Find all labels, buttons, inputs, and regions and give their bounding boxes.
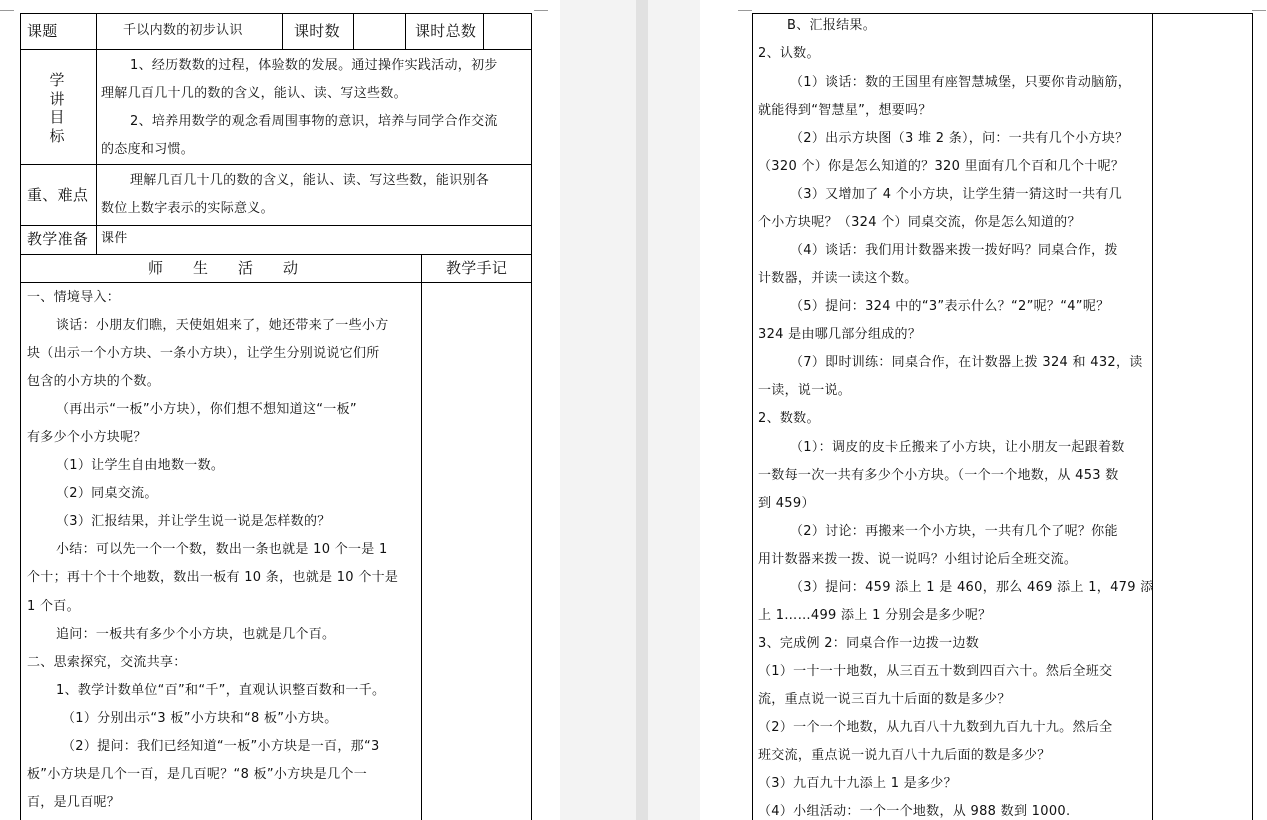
body-line: 计数器，并读一读这个数。 bbox=[758, 271, 918, 286]
body-line: 就能得到“智慧星”，想要吗？ bbox=[758, 103, 932, 118]
page-separator bbox=[636, 0, 648, 820]
goal-text-line: 1、经历数数的过程，体验数的发展。通过操作实践活动，初步 bbox=[130, 58, 498, 73]
table-border bbox=[421, 254, 422, 820]
crop-mark bbox=[534, 10, 548, 11]
body-line: 一读，说一说。 bbox=[758, 383, 852, 398]
body-line: 到 459） bbox=[758, 496, 815, 511]
body-line: 包含的小方块的个数。 bbox=[27, 374, 161, 389]
preparation-value: 课件 bbox=[101, 231, 128, 246]
body-line: （320 个）你是怎么知道的？320 里面有几个百和几个十呢？ bbox=[758, 159, 1125, 174]
body-line: （3）又增加了 4 个小方块，让学生猜一猜这时一共有几 bbox=[790, 187, 1122, 202]
goals-label-char: 标 bbox=[49, 127, 65, 145]
body-line: 个十；再十个十个地数，数出一板有 10 条，也就是 10 个十是 bbox=[27, 570, 399, 585]
table-border bbox=[752, 13, 1252, 14]
total-hours-label: 课时总数 bbox=[415, 22, 477, 40]
table-border bbox=[483, 13, 484, 49]
document-page-right bbox=[700, 0, 1267, 820]
body-line: 个小方块呢？（324 个）同桌交流，你是怎么知道的？ bbox=[758, 215, 1081, 230]
body-line: 3、完成例 2：同桌合作一边拨一边数 bbox=[758, 636, 980, 651]
crop-mark bbox=[1252, 10, 1266, 11]
body-line: B、汇报结果。 bbox=[787, 18, 877, 33]
body-line: 2、数数。 bbox=[758, 411, 820, 426]
table-border bbox=[282, 13, 283, 49]
body-line: （5）提问：324 中的“3”表示什么？“2”呢？“4”呢？ bbox=[790, 299, 1110, 314]
page-gutter bbox=[560, 0, 700, 820]
body-line: （7）即时训练：同桌合作，在计数器上拨 324 和 432，读 bbox=[790, 355, 1143, 370]
table-border bbox=[1252, 13, 1253, 820]
body-line: 板”小方块是几个一百，是几百呢？“8 板”小方块是几个一 bbox=[27, 767, 368, 782]
preparation-label: 教学准备 bbox=[27, 230, 89, 248]
keypoints-text-line: 理解几百几十几的数的含义，能认、读、写这些数，能识别各 bbox=[130, 173, 490, 188]
body-line: 用计数器来拨一拨、说一说吗？小组讨论后全班交流。 bbox=[758, 552, 1078, 567]
goals-label-char: 学 bbox=[49, 71, 65, 89]
body-line: （1）谈话：数的王国里有座智慧城堡，只要你肯动脑筋， bbox=[790, 75, 1132, 90]
body-line: 谈话：小朋友们瞧，天使姐姐来了，她还带来了一些小方 bbox=[56, 318, 389, 333]
goals-label-char: 讲 bbox=[49, 90, 65, 108]
body-line: 二、思索探究，交流共享： bbox=[27, 655, 187, 670]
body-line: （4）小组活动：一个一个地数，从 988 数到 1000. bbox=[758, 804, 1071, 819]
body-line: （1）：调皮的皮卡丘搬来了小方块，让小朋友一起跟着数 bbox=[790, 440, 1125, 455]
body-line: 一数每一次一共有多少个小方块。（一个一个地数，从 453 数 bbox=[758, 468, 1119, 483]
body-line: 小结：可以先一个一个数，数出一条也就是 10 个一是 1 bbox=[56, 542, 388, 557]
table-border bbox=[405, 13, 406, 49]
body-line: 流，重点说一说三百九十后面的数是多少？ bbox=[758, 692, 1011, 707]
body-line: （3）提问：459 添上 1 是 460，那么 469 添上 1，479 添 bbox=[790, 580, 1154, 595]
body-line: （1）让学生自由地数一数。 bbox=[56, 458, 225, 473]
body-line: 百，是几百呢？ bbox=[27, 795, 121, 810]
document-page-left bbox=[0, 0, 560, 820]
body-line: （1）一十一十地数，从三百五十数到四百六十。然后全班交 bbox=[758, 664, 1113, 679]
hours-label: 课时数 bbox=[294, 22, 340, 40]
body-line: （4）谈话：我们用计数器来拨一拨好吗？同桌合作，拨 bbox=[790, 243, 1118, 258]
body-line: （3）汇报结果，并让学生说一说是怎样数的？ bbox=[56, 514, 331, 529]
table-border bbox=[353, 13, 354, 49]
body-line: （2）讨论：再搬来一个小方块，一共有几个了呢？你能 bbox=[790, 524, 1118, 539]
table-border bbox=[1152, 13, 1153, 820]
activity-header: 师生活动 bbox=[148, 259, 329, 277]
table-border bbox=[20, 13, 21, 820]
body-line: 有多少个小方块呢？ bbox=[27, 430, 147, 445]
body-line: （2）出示方块图（3 堆 2 条），问：一共有几个小方块？ bbox=[790, 131, 1129, 146]
keypoints-text-line: 数位上数字表示的实际意义。 bbox=[101, 201, 274, 216]
notes-header: 教学手记 bbox=[446, 259, 508, 277]
topic-value: 千以内数的初步认识 bbox=[123, 23, 243, 38]
body-line: 2、认数。 bbox=[758, 46, 820, 61]
body-line: （2）提问：我们已经知道“一板”小方块是一百，那“3 bbox=[62, 739, 380, 754]
goals-label-char: 目 bbox=[49, 108, 65, 126]
crop-mark bbox=[0, 10, 14, 11]
body-line: （再出示“一板”小方块），你们想不想知道这“一板” bbox=[56, 402, 357, 417]
table-border bbox=[752, 13, 753, 820]
topic-label: 课题 bbox=[27, 22, 58, 40]
body-line: （3）九百九十九添上 1 是多少？ bbox=[758, 776, 957, 791]
body-line: 追问：一板共有多少个小方块，也就是几个百。 bbox=[56, 627, 336, 642]
body-line: 上 1……499 添上 1 分别会是多少呢？ bbox=[758, 608, 992, 623]
goal-text-line: 2、培养用数学的观念看周围事物的意识，培养与同学合作交流 bbox=[130, 114, 498, 129]
body-line: （2）一个一个地数，从九百八十九数到九百九十九。然后全 bbox=[758, 720, 1113, 735]
table-border bbox=[531, 13, 532, 820]
body-line: 1 个百。 bbox=[27, 599, 80, 614]
body-line: 班交流，重点说一说九百八十九后面的数是多少？ bbox=[758, 748, 1051, 763]
table-border bbox=[96, 13, 97, 254]
body-line: 324 是由哪几部分组成的？ bbox=[758, 327, 922, 342]
table-border bbox=[20, 282, 531, 283]
table-border bbox=[20, 254, 531, 255]
crop-mark bbox=[738, 10, 752, 11]
body-line: （1）分别出示“3 板”小方块和“8 板”小方块。 bbox=[62, 711, 338, 726]
body-line: （2）同桌交流。 bbox=[56, 486, 158, 501]
keypoints-label: 重、难点 bbox=[27, 186, 89, 204]
body-line: 一、情境导入： bbox=[27, 290, 121, 305]
body-line: 1、教学计数单位“百”和“千”，直观认识整百数和一千。 bbox=[56, 683, 386, 698]
goal-text-line: 的态度和习惯。 bbox=[101, 142, 195, 157]
goal-text-line: 理解几百几十几的数的含义，能认、读、写这些数。 bbox=[101, 86, 407, 101]
body-line: 块（出示一个小方块、一条小方块），让学生分别说说它们所 bbox=[27, 346, 380, 361]
